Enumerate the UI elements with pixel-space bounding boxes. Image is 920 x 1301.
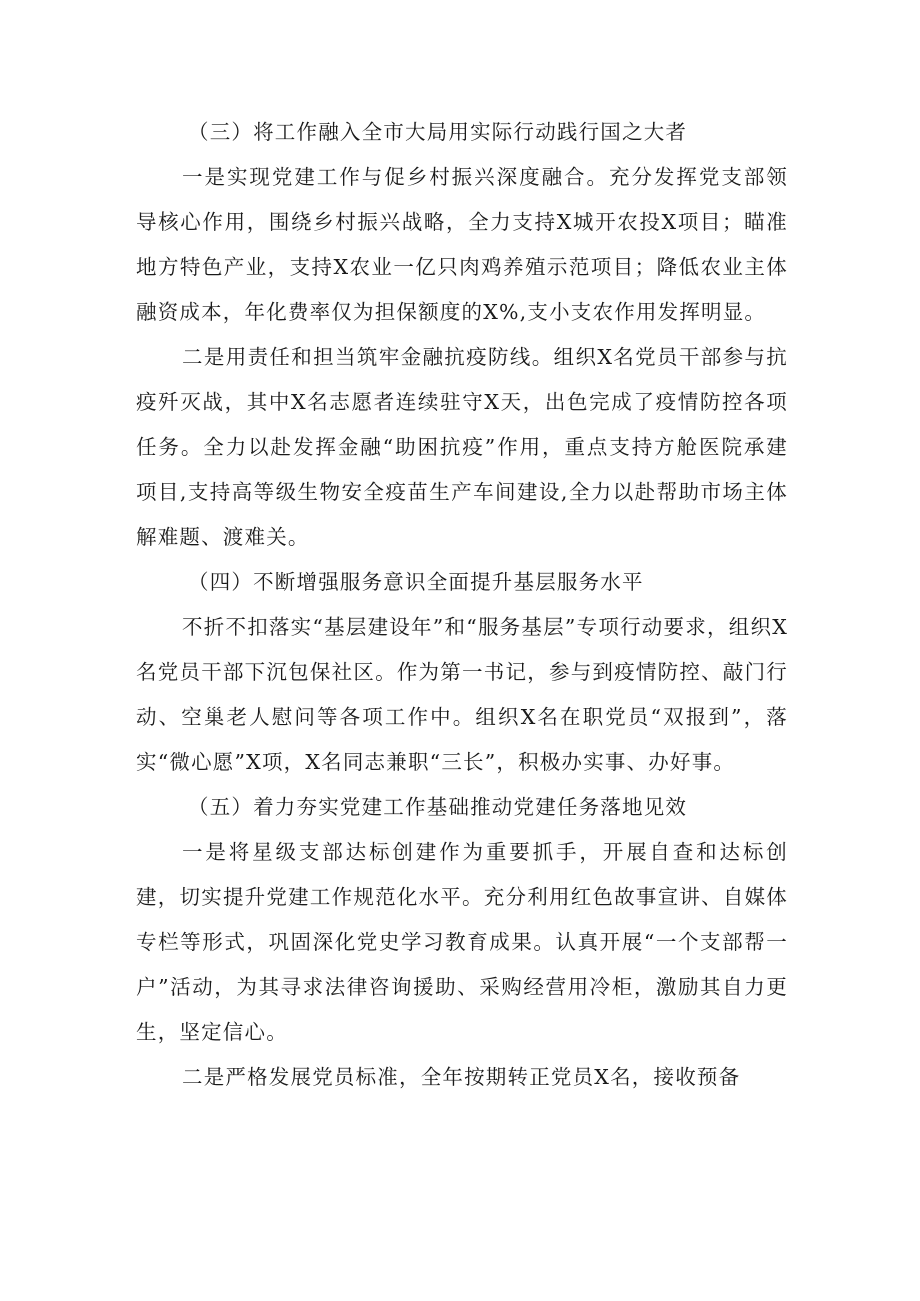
paragraph-party-member-development: 二是严格发展党员标准，全年按期转正党员X名，接收预备 [182,1065,741,1089]
paragraph-epidemic-defense: 二是用责任和担当筑牢金融抗疫防线。组织X名党员干部参与抗疫歼灭战，其中X名志愿者连续驻守X天，出色完成了疫情防控各项任务。全力以赴发挥金融“助困抗疫”作用，重点支持方舱医院承建项目,支持高等级生物安全疫苗生产车间建设,全力以赴帮助市场主体解难题、渡难关。 [136,345,788,549]
paragraph-grassroots-service: 不折不扣落实“基层建设年”和“服务基层”专项行动要求，组织X名党员干部下沉包保社区。作为第一书记，参与到疫情防控、敲门行动、空巢老人慰问等各项工作中。组织X名在职党员“双报到”，落实“微心愿”X项，X名同志兼职“三长”，积极办实事、办好事。 [136,615,788,774]
section-heading-4: （四）不断增强服务意识全面提升基层服务水平 [188,570,644,594]
paragraph-star-branch: 一是将星级支部达标创建作为重要抓手，开展自查和达标创建，切实提升党建工作规范化水平。充分利用红色故事宣讲、自媒体专栏等形式，巩固深化党史学习教育成果。认真开展“一个支部帮一户”活动，为其寻求法律咨询援助、采购经营用冷柜，激励其自力更生，坚定信心。 [136,840,788,1044]
document-body [136,110,788,1100]
section-heading-5: （五）着力夯实党建工作基础推动党建任务落地见效 [188,795,688,819]
paragraph-rural-revitalization: 一是实现党建工作与促乡村振兴深度融合。充分发挥党支部领导核心作用，围绕乡村振兴战略，全力支持X城开农投X项目；瞄准地方特色产业，支持X农业一亿只肉鸡养殖示范项目；降低农业主体融资成本，年化费率仅为担保额度的X%,支小支农作用发挥明显。 [136,165,788,324]
section-heading-3: （三）将工作融入全市大局用实际行动践行国之大者 [188,120,688,144]
